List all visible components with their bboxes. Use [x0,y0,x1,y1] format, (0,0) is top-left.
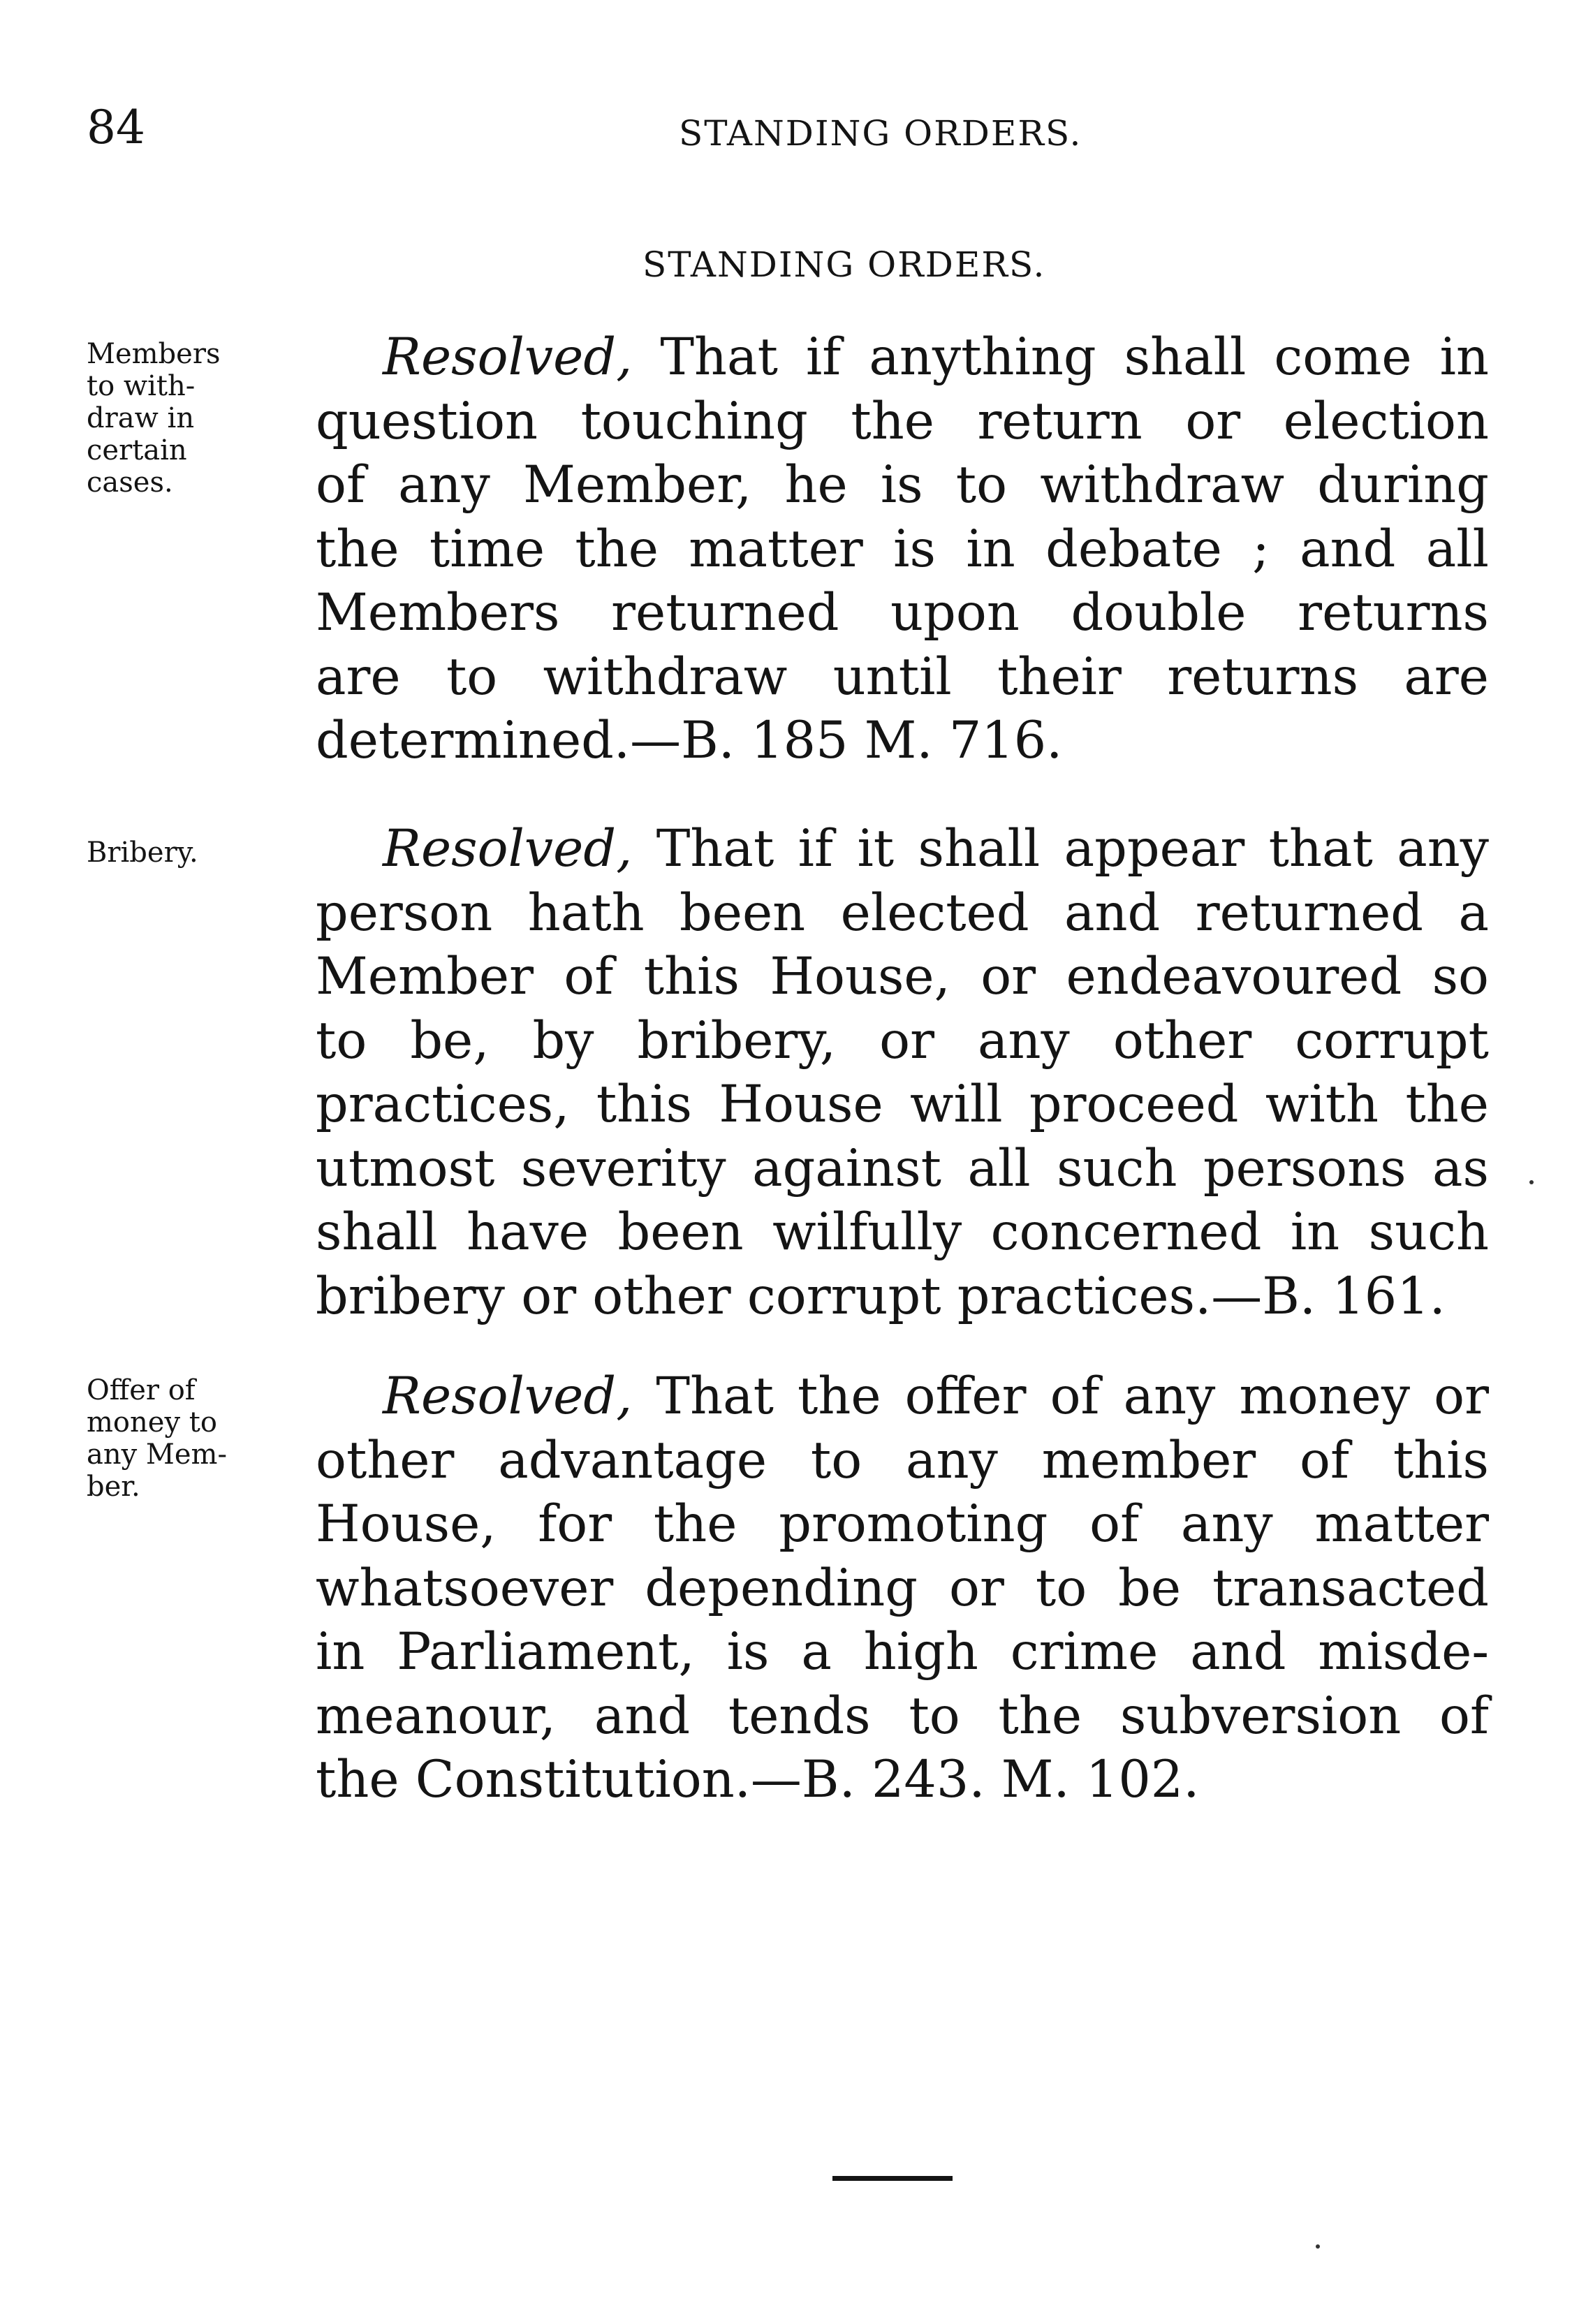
paragraph-line: meanour, and tends to the subversion of [316,1686,1489,1746]
paragraph-withdraw [316,325,1489,773]
paragraph-line: to be, by bribery, or any other corrupt [316,1010,1489,1071]
paragraph-line: of any Member, he is to withdraw during [316,455,1489,515]
paragraph-line: other advantage to any member of this [316,1430,1489,1490]
side-note-line: cases. [87,466,173,499]
side-note-line: ber. [87,1471,140,1503]
paragraph-text: That if anything shall come in [632,328,1489,387]
side-note-withdraw [87,338,296,499]
side-note-line: certain [87,434,187,466]
page-number: 84 [87,101,145,154]
running-head: STANDING ORDERS. [679,113,1082,154]
paragraph-bribery [316,817,1489,1328]
side-note-line: Bribery. [87,837,198,869]
paragraph-line: are to withdraw until their returns are [316,647,1489,707]
paragraph-text: That the offer of any money or [632,1367,1489,1426]
side-note-line: money to [87,1406,217,1439]
side-note-line: any Mem- [87,1439,227,1471]
paragraph-line: whatsoever depending or to be transacted [316,1558,1489,1618]
print-speck [1316,2244,1320,2249]
side-note-line: Members [87,338,221,370]
resolved-label: Resolved, [383,1367,633,1426]
paragraph-line: bribery or other corrupt practices.—B. 161. [316,1266,1446,1326]
paragraph-line: person hath been elected and returned a [316,883,1489,943]
paragraph-line: the Constitution.—B. 243. M. 102. [316,1750,1200,1809]
paragraph-text: That if it shall appear that any [632,819,1489,878]
section-title: STANDING ORDERS. [642,244,1046,285]
side-note-line: draw in [87,402,195,434]
paragraph-line: shall have been wilfully concerned in such [316,1203,1489,1262]
side-note-line: Offer of [87,1374,196,1406]
paragraph-line: determined.—B. 185 M. 716. [316,711,1063,770]
paragraph-line [316,325,1489,390]
print-speck [1529,1180,1534,1184]
paragraph-line: in Parliament, is a high crime and misde- [316,1622,1489,1682]
paragraph-line: Member of this House, or endeavoured so [316,947,1489,1006]
resolved-label: Resolved, [383,819,633,878]
paragraph-line: practices, this House will proceed with the [316,1075,1489,1134]
paragraph-line [316,1365,1489,1429]
resolved-label: Resolved, [383,328,633,387]
side-note-line: to with- [87,370,196,402]
side-note-bribery [87,837,296,869]
paragraph-line: utmost severity against all such persons as [316,1138,1489,1198]
paragraph-line: Members returned upon double returns [316,583,1489,642]
side-note-offer-of-money [87,1374,296,1503]
paragraph-offer-of-money [316,1365,1489,1812]
paragraph-line: the time the matter is in debate ; and all [316,519,1489,579]
closing-rule-ornament [832,2176,953,2181]
paragraph-line: House, for the promoting of any matter [316,1494,1489,1554]
paragraph-line [316,817,1489,881]
paragraph-line: question touching the return or election [316,391,1489,451]
